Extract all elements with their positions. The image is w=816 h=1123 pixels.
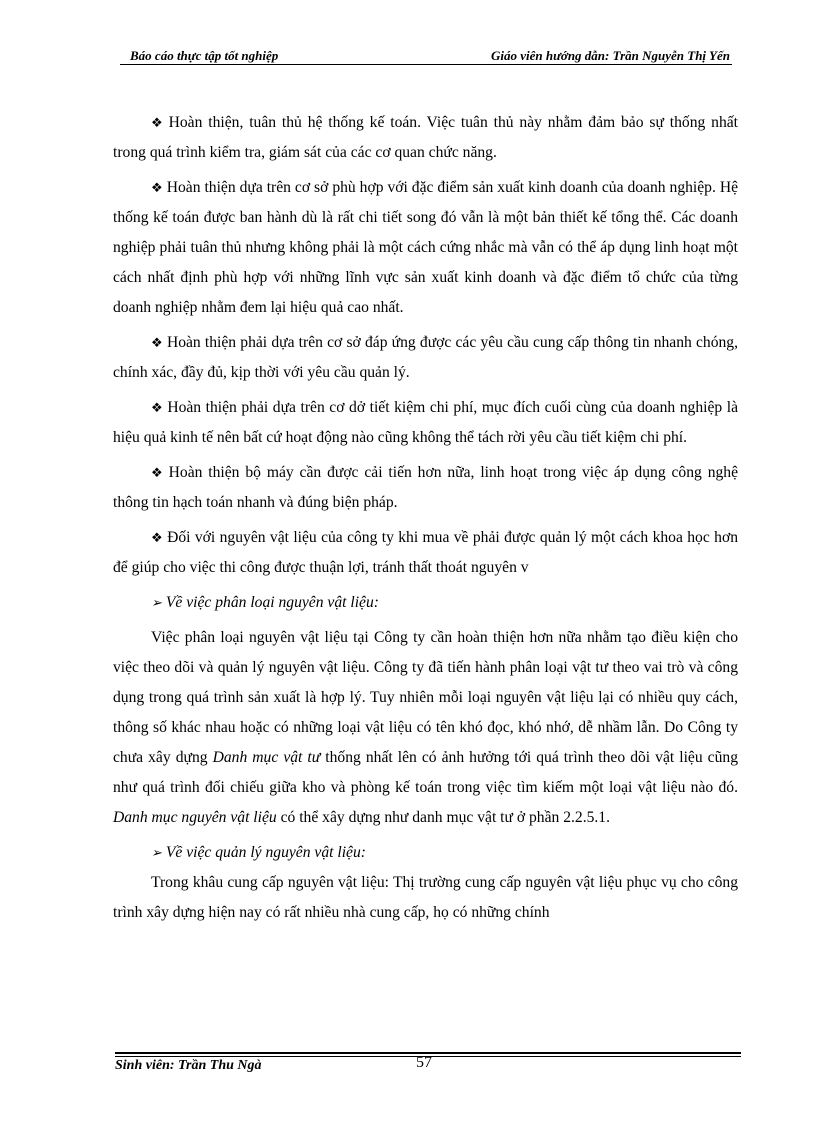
arrow-bullet-icon: ➢ [151,845,162,860]
page-number: 57 [416,1054,432,1071]
body-paragraph: Trong khâu cung cấp nguyên vật liệu: Thị trường cung cấp nguyên vật liệu phục vụ cho công trình xây dựng hiện nay có rất nhiều nhà cung cấp, họ có những chính [113,874,738,921]
section-heading: ➢ Về việc quản lý nguyên vật liệu: [151,844,366,861]
bullet-paragraph: ❖ Hoàn thiện dựa trên cơ sở phù hợp với đặc điểm sản xuất kinh doanh của doanh nghiệp. Hệ thống kế toán được ban hành dù là rất chi tiết song đó vẫn là một bản thiết kế tổng thể. Các doanh nghiệp phải tuân thủ nhưng không phải là một cách cứng nhắc mà vẫn có thể áp dụng linh hoạt một cách nhất định phù hợp với những lĩnh vực sản xuất kinh doanh và đặc điểm tổ chức của từng doanh nghiệp nhằm đem lại hiệu quả cao nhất. [113,179,738,316]
footer-student-name: Sinh viên: Trần Thu Ngà [115,1058,262,1073]
emphasis: Danh mục vật tư [212,749,321,766]
header-rule [120,64,732,65]
bullet-paragraph: ❖ Đối với nguyên vật liệu của công ty khi mua về phải được quản lý một cách khoa học hơn để giúp cho việc thi công được thuận lợi, tránh thất thoát nguyên v [113,529,738,576]
diamond-bullet-icon: ❖ [151,115,165,130]
section-heading: ➢ Về việc phân loại nguyên vật liệu: [151,594,379,611]
diamond-bullet-icon: ❖ [151,400,164,415]
emphasis: Danh mục nguyên vật liệu [113,809,277,826]
diamond-bullet-icon: ❖ [151,465,165,480]
diamond-bullet-icon: ❖ [151,530,164,545]
bullet-paragraph: ❖ Hoàn thiện phải dựa trên cơ dở tiết kiệm chi phí, mục đích cuối cùng của doanh nghiệp là hiệu quả kinh tế nên bất cứ hoạt động nào cũng không thể tách rời yêu cầu tiết kiệm chi phí. [113,399,738,446]
header-supervisor: Giáo viên hướng dẫn: Trần Nguyễn Thị Yến [490,48,730,63]
page-body [113,108,738,928]
bullet-paragraph: ❖ Hoàn thiện bộ máy cần được cải tiến hơn nữa, linh hoạt trong việc áp dụng công nghệ thông tin hạch toán nhanh và đúng biện pháp. [113,464,739,511]
bullet-paragraph: ❖ Hoàn thiện, tuân thủ hệ thống kế toán. Việc tuân thủ này nhằm đảm bảo sự thống nhất trong quá trình kiểm tra, giám sát của các cơ quan chức năng. [113,114,738,161]
diamond-bullet-icon: ❖ [151,180,163,195]
diamond-bullet-icon: ❖ [151,335,163,350]
arrow-bullet-icon: ➢ [151,595,162,610]
header-report-title: Báo cáo thực tập tốt nghiệp [130,48,279,63]
bullet-paragraph: ❖ Hoàn thiện phải dựa trên cơ sở đáp ứng được các yêu cầu cung cấp thông tin nhanh chóng, chính xác, đầy đủ, kịp thời với yêu cầu quản lý. [113,334,738,381]
body-paragraph: Việc phân loại nguyên vật liệu tại Công ty cần hoàn thiện hơn nữa nhằm tạo điều kiện cho việc theo dõi và quản lý nguyên vật liệu. Công ty đã tiến hành phân loại vật tư theo vai trò và công dụng trong quá trình sản xuất là hợp lý. Tuy nhiên mỗi loại nguyên vật liệu lại có nhiều quy cách, thông số khác nhau hoặc có những loại vật liệu có tên khó đọc, khó nhớ, dễ nhầm lẫn. Do Công ty chưa xây dựng Danh mục vật tư thống nhất lên có ảnh hưởng tới quá trình theo dõi vật liệu cũng như quá trình đối chiếu giữa kho và phòng kế toán trong việc tìm kiếm một loại vật liệu nào đó. Danh mục nguyên vật liệu có thể xây dựng như danh mục vật tư ở phần 2.2.5.1. [113,629,738,826]
